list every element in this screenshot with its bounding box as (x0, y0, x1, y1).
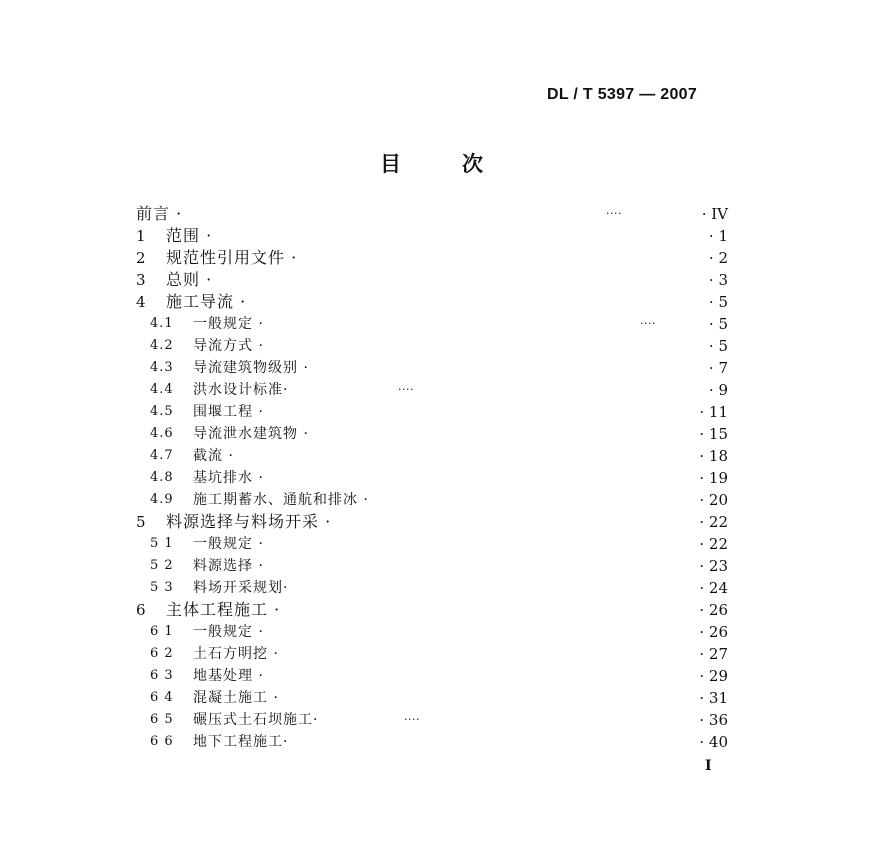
toc-label: 一般规定 · (193, 536, 264, 552)
toc-label: 一般规定 · (193, 624, 264, 640)
toc-number: 5 1 (150, 536, 174, 551)
toc-number: 6 1 (150, 624, 174, 639)
toc-number: 6 (136, 601, 146, 619)
toc-page: · 1 (708, 227, 728, 245)
toc-label: 导流建筑物级别 · (193, 360, 309, 376)
toc-label: 料源选择 · (193, 558, 264, 574)
toc-entry-4-1[interactable] (0, 313, 870, 335)
toc-number: 4.6 (150, 426, 174, 441)
toc-entry-6-5[interactable] (0, 709, 870, 731)
toc-page: · 26 (699, 623, 728, 641)
toc-page: · 36 (699, 711, 728, 729)
toc-number: 2 (136, 249, 146, 267)
toc-label: 围堰工程 · (193, 404, 264, 420)
toc-page: · 23 (699, 557, 728, 575)
toc-page: · 18 (699, 447, 728, 465)
toc-entry-6[interactable] (0, 599, 870, 621)
toc-number: 4.7 (150, 448, 174, 463)
document-code: DL / T 5397 — 2007 (547, 86, 698, 103)
toc-label: 规范性引用文件 · (166, 248, 298, 267)
toc-entry-6-2[interactable] (0, 643, 870, 665)
toc-entry-4-4[interactable] (0, 379, 870, 401)
toc-entry-6-6[interactable] (0, 731, 870, 753)
toc-number: 3 (136, 271, 146, 289)
toc-entry-5-1[interactable] (0, 533, 870, 555)
toc-page: · 20 (699, 491, 728, 509)
toc-number: 4.4 (150, 382, 174, 397)
toc-page: · 31 (699, 689, 728, 707)
toc-number: 4.5 (150, 404, 174, 419)
toc-number: 4.3 (150, 360, 174, 375)
toc-number: 6 2 (150, 646, 174, 661)
toc-page: · 3 (708, 271, 728, 289)
toc-page: · 5 (708, 337, 728, 355)
toc-entry-3[interactable] (0, 269, 870, 291)
toc-page: · 2 (708, 249, 728, 267)
toc-number: 4.2 (150, 338, 174, 353)
toc-entry-5-3[interactable] (0, 577, 870, 599)
toc-label: 施工导流 · (166, 292, 247, 311)
toc-label: 一般规定 · (193, 316, 264, 332)
toc-page: · 19 (699, 469, 728, 487)
toc-label: 基坑排水 · (193, 470, 264, 486)
toc-number: 4.9 (150, 492, 174, 507)
toc-label: 混凝土施工 · (193, 690, 279, 706)
toc-number: 6 4 (150, 690, 174, 705)
toc-page: · 22 (699, 535, 728, 553)
toc-number: 4 (136, 293, 146, 311)
toc-entry-preface[interactable] (0, 203, 870, 225)
toc-page: · 29 (699, 667, 728, 685)
toc-dots: ···· (606, 207, 622, 220)
toc-page: · 27 (699, 645, 728, 663)
toc-page: · IV (701, 205, 728, 223)
toc-label: 洪水设计标准· (193, 382, 289, 398)
toc-number: 4.8 (150, 470, 174, 485)
toc-entry-4-8[interactable] (0, 467, 870, 489)
toc-label: 料源选择与料场开采 · (166, 512, 332, 531)
toc-title-mu: 目 (380, 151, 401, 176)
toc-label: 总则 · (166, 270, 213, 289)
toc-number: 6 3 (150, 668, 174, 683)
toc-label: 地基处理 · (193, 668, 264, 684)
toc-label: 碾压式土石坝施工· (193, 712, 319, 728)
toc-entry-6-3[interactable] (0, 665, 870, 687)
toc-entry-6-4[interactable] (0, 687, 870, 709)
toc-number: 4.1 (150, 316, 174, 331)
toc-label: 主体工程施工 · (166, 600, 281, 619)
toc-page: · 5 (708, 315, 728, 333)
toc-title-ci: 次 (462, 151, 483, 176)
toc-page: · 9 (708, 381, 728, 399)
toc-dots: ···· (640, 317, 656, 330)
toc-label: 土石方明挖 · (193, 646, 279, 662)
toc-page: · 5 (708, 293, 728, 311)
toc-entry-4-5[interactable] (0, 401, 870, 423)
toc-number: 6 6 (150, 734, 174, 749)
toc-page: · 22 (699, 513, 728, 531)
toc-entry-4-7[interactable] (0, 445, 870, 467)
toc-number: 6 5 (150, 712, 174, 727)
toc-number: 5 3 (150, 580, 174, 595)
toc-dots: ···· (398, 383, 414, 396)
toc-page: · 40 (699, 733, 728, 751)
toc-label: 地下工程施工· (193, 734, 289, 750)
toc-entry-4-3[interactable] (0, 357, 870, 379)
toc-entry-5[interactable] (0, 511, 870, 533)
toc-entry-4-6[interactable] (0, 423, 870, 445)
toc-label: 截流 · (193, 448, 234, 464)
toc-entry-6-1[interactable] (0, 621, 870, 643)
page-number: I (705, 758, 712, 774)
toc-label: 前言 · (136, 204, 183, 223)
toc-page: · 7 (708, 359, 728, 377)
toc-entry-4-2[interactable] (0, 335, 870, 357)
toc-number: 5 2 (150, 558, 174, 573)
toc-entry-4-9[interactable] (0, 489, 870, 511)
toc-label: 范围 · (166, 226, 213, 245)
toc-page: · 24 (699, 579, 728, 597)
toc-number: 1 (136, 227, 146, 245)
toc-label: 料场开采规划· (193, 580, 289, 596)
toc-page: · 26 (699, 601, 728, 619)
toc-label: 导流方式 · (193, 338, 264, 354)
toc-page: · 11 (699, 403, 728, 421)
toc-page: · 15 (699, 425, 728, 443)
toc-label: 导流泄水建筑物 · (193, 426, 309, 442)
toc-entry-1[interactable] (0, 225, 870, 247)
toc-entry-4[interactable] (0, 291, 870, 313)
toc-dots: ···· (404, 713, 420, 726)
toc-entry-5-2[interactable] (0, 555, 870, 577)
toc-entry-2[interactable] (0, 247, 870, 269)
toc-label: 施工期蓄水、通航和排冰 · (193, 492, 369, 508)
toc-number: 5 (136, 513, 146, 531)
